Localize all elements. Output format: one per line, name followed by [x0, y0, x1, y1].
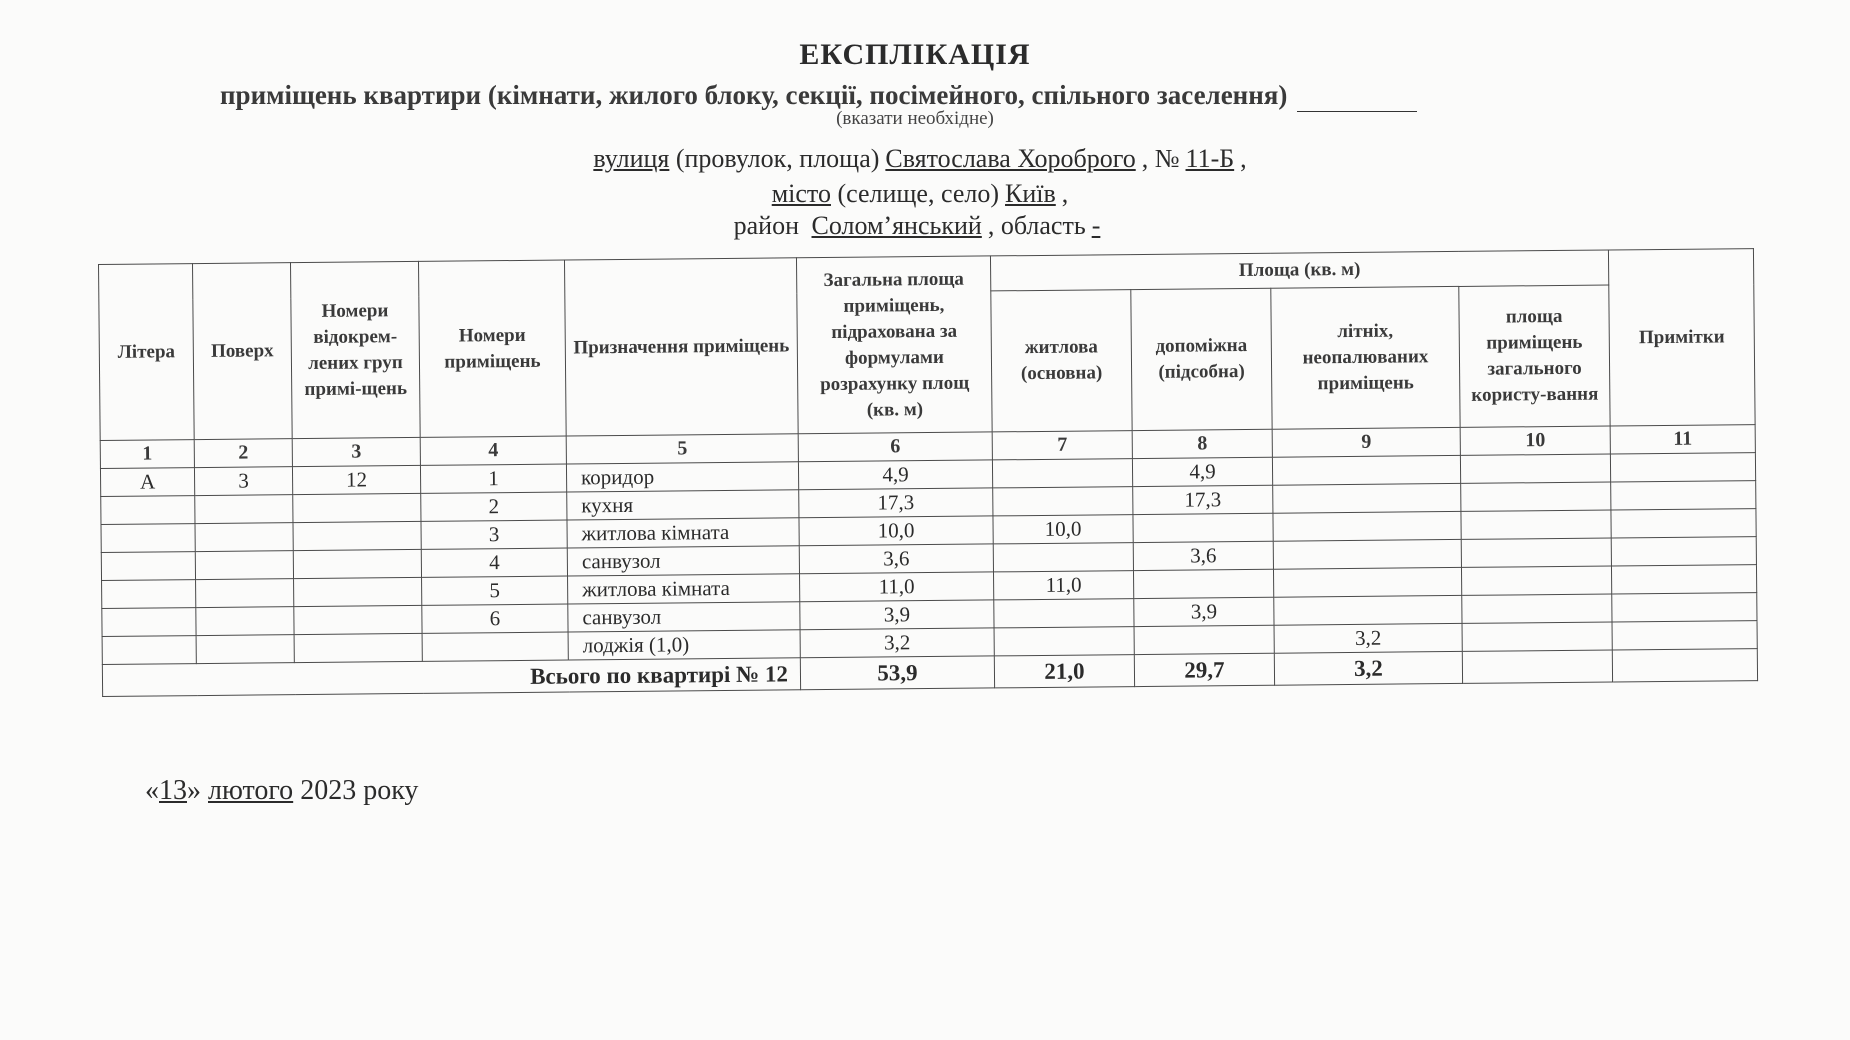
cell-summer: 3,2 [1274, 623, 1462, 653]
cell-floor [196, 607, 294, 636]
cell-living [992, 459, 1132, 488]
region-value: - [1091, 211, 1101, 240]
cell-summer [1273, 483, 1461, 513]
subtitle-hint: (вказати необхідне) [836, 108, 994, 129]
cell-group: 12 [292, 465, 420, 494]
document-date [145, 775, 418, 807]
cell-litera [102, 580, 196, 609]
explication-table [98, 248, 1758, 697]
cell-living [994, 627, 1134, 656]
address-city-line: місто (селище, село) Київ , [771, 179, 1069, 208]
cell-total: 17,3 [799, 488, 993, 518]
cell-floor [195, 495, 293, 524]
cell-litera [102, 636, 196, 665]
header-litera: Літера [99, 264, 195, 441]
header-total-area: Загальна площа приміщень, підрахована за формулами розрахунку площ (кв. м) [796, 256, 992, 434]
header-purpose: Призначення приміщень [564, 258, 798, 436]
column-number: 7 [992, 431, 1132, 460]
cell-purpose: лоджія (1,0) [568, 630, 800, 660]
cell-common [1462, 622, 1612, 651]
header-notes: Примітки [1608, 249, 1755, 426]
cell-floor [195, 523, 293, 552]
total-area-value: 53,9 [800, 656, 994, 690]
cell-litera [102, 608, 196, 637]
date-year: 2023 року [300, 775, 419, 806]
total-aux-value: 29,7 [1134, 653, 1274, 686]
date-close-quote: » [187, 775, 201, 806]
column-number: 6 [798, 432, 992, 462]
district-label: район [733, 211, 799, 240]
cell-aux: 3,6 [1133, 541, 1273, 570]
column-number: 9 [1272, 427, 1460, 457]
address-street-line: вулиця (провулок, площа) Святослава Хороброго , № 11-Б , [593, 144, 1247, 173]
address-district-line [0, 211, 1840, 241]
total-summer-value: 3,2 [1274, 651, 1462, 685]
column-number: 1 [100, 440, 194, 469]
cell-room: 3 [421, 520, 567, 549]
date-month: лютого [208, 775, 294, 806]
cell-floor [196, 635, 294, 664]
number-label: , № [1141, 144, 1180, 173]
cell-aux [1133, 513, 1273, 542]
cell-total: 3,6 [799, 544, 993, 574]
cell-living [993, 543, 1133, 572]
cell-room: 2 [421, 492, 567, 521]
header-living: житлова (основна) [991, 290, 1132, 432]
cell-purpose: санвузол [567, 546, 799, 576]
cell-purpose: кухня [567, 490, 799, 520]
cell-room: 5 [422, 576, 568, 605]
column-number: 3 [292, 437, 420, 466]
cell-common [1461, 510, 1611, 539]
total-living-value: 21,0 [994, 655, 1134, 688]
cell-notes [1611, 537, 1756, 566]
cell-notes [1611, 481, 1756, 510]
street-suffix: (провулок, площа) [675, 144, 880, 173]
cell-total: 3,2 [800, 628, 994, 658]
cell-aux: 17,3 [1133, 485, 1273, 514]
cell-floor [195, 551, 293, 580]
column-number: 10 [1460, 426, 1610, 455]
cell-notes [1610, 453, 1755, 482]
cell-total: 11,0 [800, 572, 994, 602]
cell-aux [1134, 625, 1274, 654]
cell-purpose: житлова кімната [567, 518, 799, 548]
city-value: Київ [1005, 179, 1056, 208]
cell-living [994, 599, 1134, 628]
cell-summer [1273, 567, 1461, 597]
cell-litera [101, 524, 195, 553]
header-auxiliary: допоміжна (підсобна) [1131, 288, 1272, 430]
header-common: площа приміщень загального користу-вання [1459, 285, 1610, 427]
cell-notes [1612, 621, 1757, 650]
cell-aux: 4,9 [1132, 457, 1272, 486]
cell-summer [1274, 595, 1462, 625]
number-value: 11-Б [1185, 144, 1235, 173]
cell-group [293, 493, 421, 522]
cell-notes [1612, 593, 1757, 622]
district-value: Солом’янський [811, 211, 982, 240]
cell-total: 3,9 [800, 600, 994, 630]
cell-purpose: житлова кімната [568, 574, 800, 604]
cell-total: 4,9 [798, 460, 992, 490]
cell-litera [101, 496, 195, 525]
city-label: місто [771, 179, 831, 208]
cell-room: 6 [422, 604, 568, 633]
column-number: 8 [1132, 429, 1272, 458]
cell-common [1461, 538, 1611, 567]
region-label: , область [987, 211, 1086, 240]
cell-notes [1611, 509, 1756, 538]
cell-living: 10,0 [993, 515, 1133, 544]
column-number: 4 [420, 436, 566, 465]
header-summer: літніх, неопалюваних приміщень [1271, 286, 1460, 429]
cell-floor [196, 579, 294, 608]
column-number: 5 [566, 434, 798, 464]
cell-common [1461, 482, 1611, 511]
date-day: 13 [159, 775, 187, 806]
total-common-value [1462, 650, 1612, 683]
cell-room: 4 [421, 548, 567, 577]
column-number: 11 [1610, 425, 1755, 454]
cell-litera: А [100, 468, 194, 497]
cell-group [294, 577, 422, 606]
header-floor: Поверх [193, 263, 293, 440]
cell-litera [101, 552, 195, 581]
city-suffix: (селище, село) [837, 179, 1000, 208]
header-rooms: Номери приміщень [418, 260, 566, 437]
cell-common [1462, 594, 1612, 623]
cell-total: 10,0 [799, 516, 993, 546]
cell-room: 1 [420, 464, 566, 493]
cell-summer [1273, 511, 1461, 541]
cell-group [294, 605, 422, 634]
cell-group [294, 633, 422, 662]
cell-common [1460, 454, 1610, 483]
cell-group [293, 549, 421, 578]
subtitle-text: приміщень квартири (кімнати, жилого блоку, секції, посімейного, спільного заселення) [220, 80, 1288, 110]
cell-purpose: коридор [566, 462, 798, 492]
street-label: вулиця [593, 144, 670, 173]
cell-living: 11,0 [993, 571, 1133, 600]
street-value: Святослава Хороброго [885, 144, 1136, 173]
cell-aux [1133, 569, 1273, 598]
cell-room [422, 632, 568, 661]
cell-group [293, 521, 421, 550]
cell-living [993, 487, 1133, 516]
column-number: 2 [194, 439, 292, 468]
cell-floor: 3 [194, 467, 292, 496]
cell-summer [1273, 539, 1461, 569]
total-label: Всього по квартирі № 12 [102, 658, 800, 697]
total-notes-value [1612, 649, 1757, 682]
cell-summer [1272, 455, 1460, 485]
cell-common [1461, 566, 1611, 595]
header-area-group: Площа (кв. м) [990, 250, 1608, 291]
cell-notes [1612, 565, 1757, 594]
cell-purpose: санвузол [568, 602, 800, 632]
document-title: ЕКСПЛІКАЦІЯ [799, 38, 1031, 71]
cell-aux: 3,9 [1134, 597, 1274, 626]
date-open-quote: « [145, 775, 159, 806]
header-groups: Номери відокрем-лених груп примі-щень [290, 261, 420, 438]
